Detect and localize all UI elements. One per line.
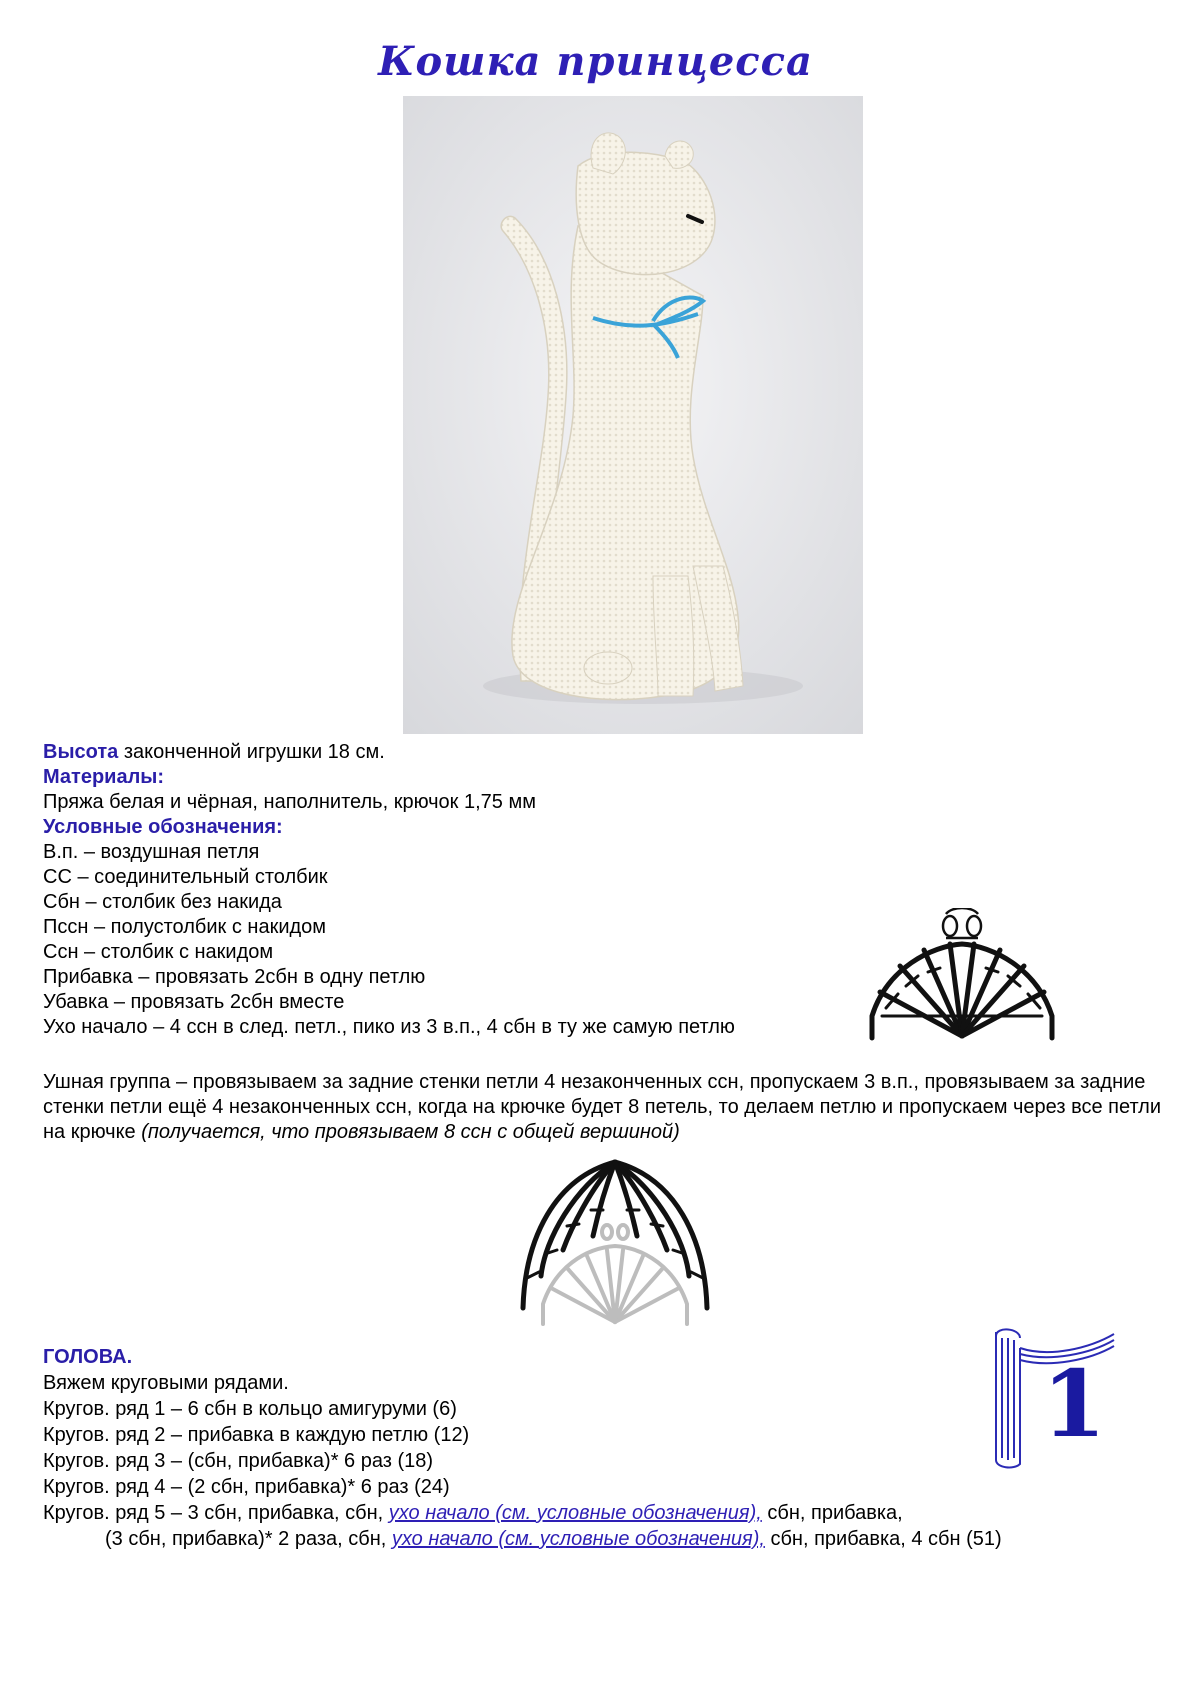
head-row-5-cont bbox=[105, 1527, 1002, 1552]
row5-start: Кругов. ряд 5 – 3 сбн, прибавка, сбн, bbox=[43, 1502, 389, 1524]
height-text: законченной игрушки 18 см. bbox=[123, 741, 385, 763]
legend-item: СС – соединительный столбик bbox=[43, 866, 328, 888]
cat-photo bbox=[403, 96, 863, 734]
section-number: 1 bbox=[1042, 1350, 1107, 1458]
head-row: Кругов. ряд 4 – (2 сбн, прибавка)* 6 раз (24) bbox=[43, 1476, 450, 1498]
head-row: Кругов. ряд 3 – (сбн, прибавка)* 6 раз (18) bbox=[43, 1450, 434, 1472]
ear-group-diagram bbox=[515, 1158, 715, 1326]
section-one-badge bbox=[990, 1328, 1120, 1473]
row5-cont-start: (3 сбн, прибавка)* 2 раза, сбн, bbox=[105, 1528, 392, 1550]
height-line bbox=[43, 740, 385, 765]
ear-start-link[interactable]: ухо начало (см. условные обозначения), bbox=[388, 1502, 762, 1524]
row5-middle: сбн, прибавка, bbox=[761, 1502, 903, 1524]
ear-start-diagram bbox=[862, 908, 1062, 1044]
legend-item: В.п. – воздушная петля bbox=[43, 841, 260, 863]
legend-item: Ссн – столбик с накидом bbox=[43, 941, 274, 963]
head-intro: Вяжем круговыми рядами. bbox=[43, 1372, 289, 1394]
ear-group-text bbox=[43, 1070, 1163, 1145]
ear-group-main: Ушная группа – провязываем за задние стенки петли 4 незаконченных ссн, пропускаем 3 в.п., провязываем за задние стенки петли ещё 4 незаконченных ссн, когда на крючке будет 8 петель, то делаем петлю и пропускаем через все петли на крючке bbox=[43, 1071, 1162, 1143]
head-row: Кругов. ряд 2 – прибавка в каждую петлю (12) bbox=[43, 1424, 470, 1446]
head-title: ГОЛОВА. bbox=[43, 1346, 133, 1368]
legend-item: Пссн – полустолбик с накидом bbox=[43, 916, 327, 938]
ear-start-link[interactable]: ухо начало (см. условные обозначения), bbox=[391, 1528, 765, 1550]
legend-item: Сбн – столбик без накида bbox=[43, 891, 282, 913]
ear-group-note: (получается, что провязываем 8 ссн с общей вершиной) bbox=[141, 1121, 680, 1143]
materials-text: Пряжа белая и чёрная, наполнитель, крючок 1,75 мм bbox=[43, 791, 536, 813]
head-row: Кругов. ряд 1 – 6 сбн в кольцо амигуруми (6) bbox=[43, 1398, 457, 1420]
legend-item: Прибавка – провязать 2сбн в одну петлю bbox=[43, 966, 426, 988]
materials-label: Материалы: bbox=[43, 766, 165, 788]
legend-item: Ухо начало – 4 ссн в след. петл., пико из 3 в.п., 4 сбн в ту же самую петлю bbox=[43, 1016, 735, 1038]
head-row-5 bbox=[43, 1501, 903, 1526]
page-title: Кошка принцесса bbox=[378, 38, 813, 85]
legend-item: Убавка – провязать 2сбн вместе bbox=[43, 991, 345, 1013]
legend-label: Условные обозначения: bbox=[43, 816, 283, 838]
row5-end: сбн, прибавка, 4 сбн (51) bbox=[764, 1528, 1002, 1550]
height-label: Высота bbox=[43, 741, 119, 763]
